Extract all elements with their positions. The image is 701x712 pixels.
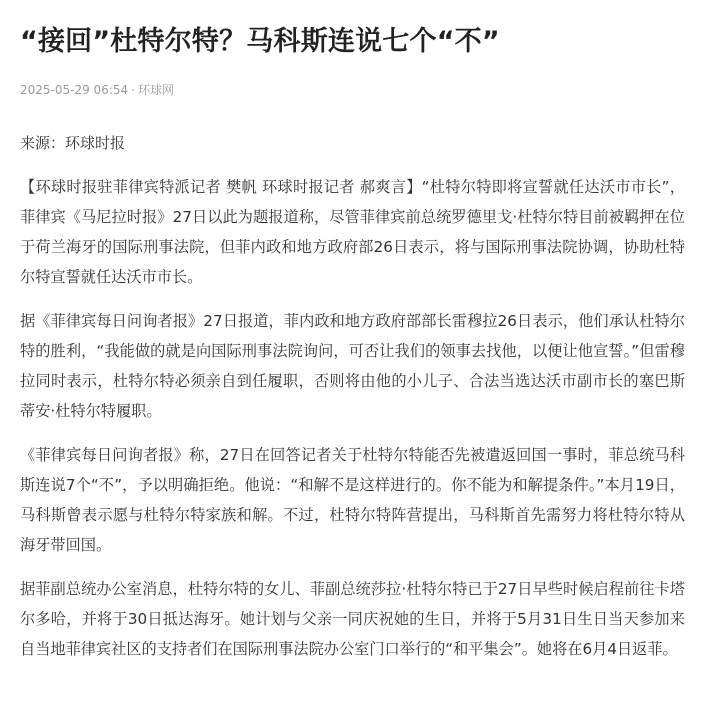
paragraph-1: 【环球时报驻菲律宾特派记者 樊帆 环球时报记者 郝爽言】“杜特尔特即将宣誓就任达沃市市长”，菲律宾《马尼拉时报》27日以此为题报道称，尽管菲律宾前总统罗德里戈·杜特尔特目前被羁押在位于荷兰海牙的国际刑事法院，但菲内政和地方政府部26日表示，将与国际刑事法院协调，协助杜特尔特宣誓就任达沃市市长。 [20, 178, 685, 286]
paragraph-3: 《菲律宾每日问询者报》称，27日在回答记者关于杜特尔特能否先被遣返回国一事时，菲总统马科斯连说7个“不”，予以明确拒绝。他说：“和解不是这样进行的。你不能为和解提条件。”本月19日，马科斯曾表示愿与杜特尔特家族和解。不过，杜特尔特阵营提出，马科斯首先需努力将杜特尔特从海牙带回国。 [20, 446, 685, 554]
article-title: “接回”杜特尔特？马科斯连说七个“不” [20, 26, 500, 57]
article [20, 0, 685, 664]
publish-datetime: 2025-05-29 06:54 [20, 83, 129, 97]
source-line: 来源：环球时报 [20, 134, 126, 152]
paragraph-4: 据菲副总统办公室消息，杜特尔特的女儿、菲副总统莎拉·杜特尔特已于27日早些时候启程前往卡塔尔多哈，并将于30日抵达海牙。她计划与父亲一同庆祝她的生日，并将于5月31日生日当天参加来自当地菲律宾社区的支持者们在国际刑事法院办公室门口举行的“和平集会”。她将在6月4日返菲。 [20, 580, 685, 658]
article-meta [20, 82, 685, 98]
paragraph-2: 据《菲律宾每日问询者报》27日报道，菲内政和地方政府部部长雷穆拉26日表示，他们承认杜特尔特的胜利，“我能做的就是向国际刑事法院询问，可否让我们的领事去找他，以便让他宣誓。”但雷穆拉同时表示，杜特尔特必须亲自到任履职，否则将由他的小儿子、合法当选达沃市副市长的塞巴斯蒂安·杜特尔特履职。 [20, 312, 685, 420]
outlet-name: 环球网 [137, 83, 174, 97]
meta-separator: · [131, 83, 135, 97]
